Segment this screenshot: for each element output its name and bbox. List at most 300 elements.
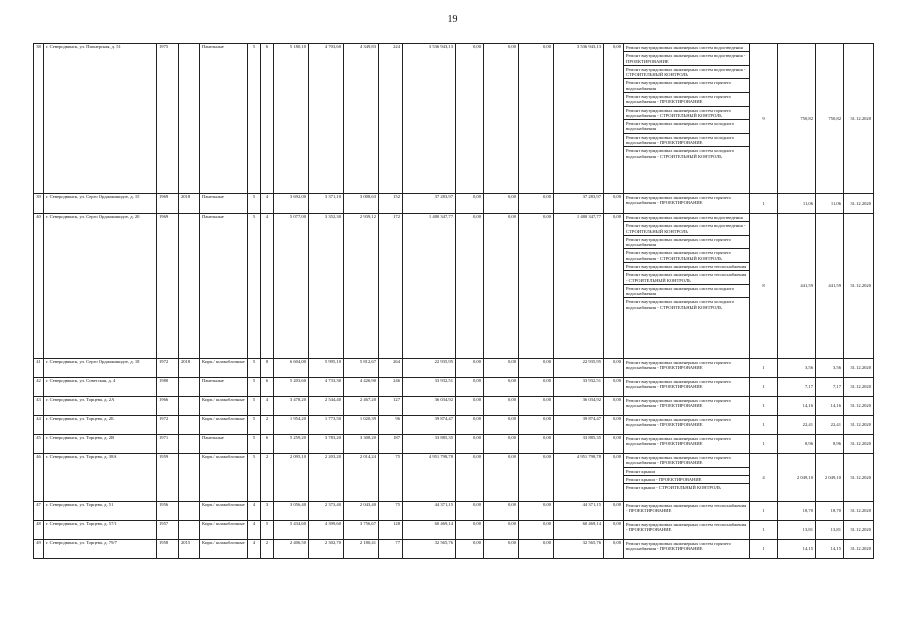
- cell-cnt: 1: [750, 435, 778, 454]
- cell-v1: 11,06: [778, 194, 816, 214]
- cell-area2: 2 302,70: [309, 540, 344, 559]
- work-item: Ремонт внутридомовых инженерных систем холодного водоснабжения - ПРОЕКТИРОВАНИЕ: [624, 134, 749, 148]
- cell-f2: 0,00: [484, 502, 519, 521]
- cell-year: 1980: [157, 378, 179, 397]
- cell-walls: Кирп./ шлакоблочные: [200, 502, 248, 521]
- cell-area2: 2 544,40: [309, 397, 344, 416]
- work-item: Ремонт внутридомовых инженерных систем водоотведения - СТРОИТЕЛЬНЫЙ КОНТРОЛЬ: [624, 222, 749, 236]
- work-item: Ремонт внутридомовых инженерных систем холодного водоснабжения - СТРОИТЕЛЬНЫЙ КОНТРОЛЬ: [626, 299, 735, 310]
- cell-f2: 0,00: [484, 540, 519, 559]
- cell-total: 44 371,15: [403, 502, 456, 521]
- cell-f5: 0,00: [604, 397, 624, 416]
- cell-entr: 8: [261, 359, 274, 378]
- cell-people: 75: [379, 502, 403, 521]
- cell-v2: 22,41: [816, 416, 844, 435]
- work-item: Ремонт внутридомовых инженерных систем горячего водоснабжения: [624, 236, 749, 250]
- cell-f3: 0,00: [519, 397, 554, 416]
- cell-f3: 0,00: [519, 540, 554, 559]
- cell-total: 36 034,92: [403, 397, 456, 416]
- cell-area2: 4 703,60: [309, 44, 344, 194]
- cell-area3: 2 180,41: [344, 540, 379, 559]
- cell-year2: 2018: [179, 359, 200, 378]
- cell-v1: 8,96: [778, 435, 816, 454]
- cell-v2: 14,16: [816, 397, 844, 416]
- cell-entr: 6: [261, 435, 274, 454]
- cell-f2: 0,00: [484, 454, 519, 502]
- cell-area: 5 077,00: [274, 214, 309, 359]
- cell-people: 96: [379, 416, 403, 435]
- cell-date: 31.12.2020: [844, 540, 874, 559]
- cell-addr: г. Северодвинск, ул. Торцева, д. 2В: [44, 435, 157, 454]
- work-item: Ремонт внутридомовых инженерных систем водоотведения - СТРОИТЕЛЬНЫЙ КОНТРОЛЬ: [624, 66, 749, 80]
- cell-date: 31.12.2020: [844, 416, 874, 435]
- cell-f5: 0,00: [604, 44, 624, 194]
- cell-total: 3 536 943,13: [403, 44, 456, 194]
- cell-cnt: 4: [750, 454, 778, 502]
- cell-date: 31.12.2020: [844, 502, 874, 521]
- cell-total: 1 480 347,77: [403, 214, 456, 359]
- cell-v1: 750,82: [778, 44, 816, 194]
- work-item: Ремонт внутридомовых инженерных систем холодного водоснабжения - СТРОИТЕЛЬНЫЙ КОНТРОЛЬ: [626, 148, 735, 159]
- cell-f5: 0,00: [604, 378, 624, 397]
- cell-f4: 36 034,92: [554, 397, 604, 416]
- cell-works: [624, 194, 750, 214]
- work-item: Ремонт внутридомовых инженерных систем горячего водоснабжения - ПРОЕКТИРОВАНИЕ: [626, 379, 731, 390]
- cell-year: 1966: [157, 397, 179, 416]
- work-item: Ремонт внутридомовых инженерных систем холодного водоснабжения: [624, 285, 749, 299]
- cell-area3: 3 308,20: [344, 435, 379, 454]
- cell-f1: 0,00: [456, 359, 484, 378]
- cell-entr: 2: [261, 416, 274, 435]
- cell-cnt: 1: [750, 502, 778, 521]
- cell-f1: 0,00: [456, 194, 484, 214]
- cell-walls: Кирп./ шлакоблочные: [200, 454, 248, 502]
- table-row: [34, 502, 874, 521]
- cell-floors: 5: [248, 44, 261, 194]
- cell-total: 37 283,97: [403, 194, 456, 214]
- work-item: Ремонт внутридомовых инженерных систем горячего водоснабжения - СТРОИТЕЛЬНЫЙ КОНТРОЛЬ: [624, 249, 749, 263]
- cell-f4: 22 935,95: [554, 359, 604, 378]
- cell-v2: 18,70: [816, 502, 844, 521]
- work-item: Ремонт внутридомовых инженерных систем горячего водоснабжения - ПРОЕКТИРОВАНИЕ: [626, 436, 731, 447]
- cell-year2: [179, 378, 200, 397]
- cell-people: 246: [379, 378, 403, 397]
- cell-cnt: 1: [750, 378, 778, 397]
- work-item: Ремонт крыши - СТРОИТЕЛЬНЫЙ КОНТРОЛЬ: [626, 485, 721, 491]
- cell-v2: 2 049,10: [816, 454, 844, 502]
- cell-date: 31.12.2020: [844, 44, 874, 194]
- cell-v1: 441,59: [778, 214, 816, 359]
- cell-cnt: 1: [750, 194, 778, 214]
- cell-total: 22 935,95: [403, 359, 456, 378]
- cell-area2: 3 352,30: [309, 214, 344, 359]
- cell-floors: 5: [248, 214, 261, 359]
- cell-v1: 7,17: [778, 378, 816, 397]
- cell-addr: г. Северодвинск, ул. Советская, д. 4: [44, 378, 157, 397]
- cell-v1: 22,41: [778, 416, 816, 435]
- cell-works: [624, 435, 750, 454]
- cell-date: 31.12.2020: [844, 214, 874, 359]
- cell-area3: 2 467,20: [344, 397, 379, 416]
- cell-floors: 5: [248, 454, 261, 502]
- cell-f5: 0,00: [604, 194, 624, 214]
- cell-area2: 4 733,30: [309, 378, 344, 397]
- cell-n: 42: [34, 378, 44, 397]
- cell-entr: 2: [261, 454, 274, 502]
- cell-area: 1 954,20: [274, 416, 309, 435]
- table-row: [34, 454, 874, 502]
- cell-f3: 0,00: [519, 435, 554, 454]
- cell-people: 77: [379, 540, 403, 559]
- cell-walls: Кирп./ шлакоблочные: [200, 521, 248, 540]
- cell-addr: г. Северодвинск, ул. Серго Орджоникидзе, д. 20: [44, 214, 157, 359]
- work-item: Ремонт внутридомовых инженерных систем водоотведения: [624, 214, 749, 222]
- cell-addr: г. Северодвинск, ул. Торцева, д. 57/1: [44, 521, 157, 540]
- cell-year: 1969: [157, 214, 179, 359]
- table-row: [34, 214, 874, 359]
- cell-floors: 5: [248, 194, 261, 214]
- table-row: [34, 194, 874, 214]
- work-item: Ремонт внутридомовых инженерных систем холодного водоснабжения: [624, 120, 749, 134]
- cell-n: 45: [34, 435, 44, 454]
- cell-works: [624, 454, 750, 502]
- cell-area2: 3 371,10: [309, 194, 344, 214]
- cell-f4: 4 951 798,78: [554, 454, 604, 502]
- cell-year2: [179, 44, 200, 194]
- cell-works: [624, 214, 750, 359]
- cell-year2: 2018: [179, 194, 200, 214]
- cell-cnt: 1: [750, 540, 778, 559]
- cell-f3: 0,00: [519, 454, 554, 502]
- cell-area3: 4 349,83: [344, 44, 379, 194]
- cell-n: 49: [34, 540, 44, 559]
- cell-addr: г. Северодвинск, ул. Серго Орджоникидзе, д. 15: [44, 194, 157, 214]
- cell-entr: 2: [261, 540, 274, 559]
- table-row: [34, 359, 874, 378]
- cell-addr: г. Северодвинск, ул. Торцева, д. 2А: [44, 397, 157, 416]
- cell-area: 5 259,20: [274, 435, 309, 454]
- cell-n: 47: [34, 502, 44, 521]
- cell-v2: 8,96: [816, 435, 844, 454]
- cell-area: 5 203,60: [274, 378, 309, 397]
- cell-f1: 0,00: [456, 397, 484, 416]
- cell-area3: 1 020,39: [344, 416, 379, 435]
- cell-entr: 4: [261, 194, 274, 214]
- cell-entr: 4: [261, 397, 274, 416]
- cell-f4: 3 536 943,13: [554, 44, 604, 194]
- table-row: [34, 521, 874, 540]
- cell-f4: 60 469,14: [554, 521, 604, 540]
- cell-floors: 5: [248, 435, 261, 454]
- cell-area: 3 478,20: [274, 397, 309, 416]
- cell-area: 6 604,00: [274, 359, 309, 378]
- cell-area3: 2 043,40: [344, 502, 379, 521]
- cell-addr: г. Северодвинск, ул. Торцева, д. 38А: [44, 454, 157, 502]
- cell-floors: 5: [248, 416, 261, 435]
- cell-year2: [179, 502, 200, 521]
- cell-v1: 13,81: [778, 521, 816, 540]
- cell-v1: 3,56: [778, 359, 816, 378]
- work-item: Ремонт внутридомовых инженерных систем горячего водоснабжения - ПРОЕКТИРОВАНИЕ: [624, 454, 749, 468]
- cell-year2: [179, 416, 200, 435]
- cell-f5: 0,00: [604, 435, 624, 454]
- cell-date: 31.12.2020: [844, 194, 874, 214]
- cell-v2: 7,17: [816, 378, 844, 397]
- cell-floors: 5: [248, 378, 261, 397]
- cell-works: [624, 502, 750, 521]
- cell-f3: 0,00: [519, 378, 554, 397]
- cell-n: 44: [34, 416, 44, 435]
- work-item: Ремонт внутридомовых инженерных систем теплоснабжения: [624, 263, 749, 271]
- work-item: Ремонт внутридомовых инженерных систем горячего водоснабжения: [624, 79, 749, 93]
- cell-total: 39 874,47: [403, 416, 456, 435]
- work-item: Ремонт крыши: [624, 468, 749, 476]
- cell-people: 187: [379, 435, 403, 454]
- cell-area3: 3 756,67: [344, 521, 379, 540]
- cell-walls: Кирп./ шлакоблочные: [200, 416, 248, 435]
- work-item: Ремонт крыши - ПРОЕКТИРОВАНИЕ: [624, 476, 749, 484]
- cell-floors: 4: [248, 502, 261, 521]
- page-number: 19: [447, 14, 458, 25]
- cell-f4: 33 885,35: [554, 435, 604, 454]
- cell-area3: 5 812,67: [344, 359, 379, 378]
- work-item: Ремонт внутридомовых инженерных систем теплоснабжения - ПРОЕКТИРОВАНИЕ: [626, 503, 747, 514]
- cell-area3: 4 426,90: [344, 378, 379, 397]
- cell-v2: 13,81: [816, 521, 844, 540]
- cell-f1: 0,00: [456, 435, 484, 454]
- cell-v1: 18,70: [778, 502, 816, 521]
- cell-f2: 0,00: [484, 44, 519, 194]
- cell-walls: Панельные: [200, 194, 248, 214]
- cell-area2: 3 783,20: [309, 435, 344, 454]
- cell-area3: 2 939,12: [344, 214, 379, 359]
- cell-area: 3 056,40: [274, 502, 309, 521]
- work-item: Ремонт внутридомовых инженерных систем водоотведения: [624, 44, 749, 52]
- cell-f3: 0,00: [519, 194, 554, 214]
- cell-walls: Кирп./ шлакоблочные: [200, 397, 248, 416]
- cell-entr: 6: [261, 44, 274, 194]
- cell-year2: [179, 435, 200, 454]
- cell-area3: 3 008,63: [344, 194, 379, 214]
- cell-cnt: 1: [750, 521, 778, 540]
- cell-date: 31.12.2020: [844, 378, 874, 397]
- cell-f3: 0,00: [519, 359, 554, 378]
- work-item: Ремонт внутридомовых инженерных систем горячего водоснабжения - ПРОЕКТИРОВАНИЕ: [626, 195, 731, 206]
- cell-area2: 5 995,10: [309, 359, 344, 378]
- cell-n: 48: [34, 521, 44, 540]
- cell-walls: Панельные: [200, 214, 248, 359]
- cell-entr: 3: [261, 502, 274, 521]
- work-item: Ремонт внутридомовых инженерных систем теплоснабжения - ПРОЕКТИРОВАНИЕ: [626, 522, 747, 533]
- cell-f4: 32 565,76: [554, 540, 604, 559]
- cell-people: 128: [379, 521, 403, 540]
- cell-f1: 0,00: [456, 502, 484, 521]
- capital-repair-table: [33, 43, 874, 559]
- cell-area: 2 406,50: [274, 540, 309, 559]
- cell-cnt: 1: [750, 397, 778, 416]
- cell-year2: [179, 214, 200, 359]
- cell-addr: г. Северодвинск, ул. Пионерская, д. 51: [44, 44, 157, 194]
- cell-area2: 4 399,60: [309, 521, 344, 540]
- cell-v1: 14,16: [778, 397, 816, 416]
- cell-works: [624, 416, 750, 435]
- cell-f5: 0,00: [604, 540, 624, 559]
- cell-area: 5 434,60: [274, 521, 309, 540]
- cell-f1: 0,00: [456, 540, 484, 559]
- cell-date: 31.12.2020: [844, 397, 874, 416]
- cell-f4: 39 874,47: [554, 416, 604, 435]
- cell-f2: 0,00: [484, 194, 519, 214]
- cell-v2: 750,82: [816, 44, 844, 194]
- cell-f1: 0,00: [456, 378, 484, 397]
- cell-works: [624, 378, 750, 397]
- cell-v1: 2 049,10: [778, 454, 816, 502]
- cell-area2: 2 373,40: [309, 502, 344, 521]
- cell-addr: г. Северодвинск, ул. Торцева, д. 51: [44, 502, 157, 521]
- table-row: [34, 540, 874, 559]
- work-item: Ремонт внутридомовых инженерных систем горячего водоснабжения - ПРОЕКТИРОВАНИЕ: [624, 93, 749, 107]
- cell-f1: 0,00: [456, 44, 484, 194]
- cell-year: 1956: [157, 502, 179, 521]
- cell-walls: Кирп./ шлакоблочные: [200, 540, 248, 559]
- cell-n: 43: [34, 397, 44, 416]
- cell-f3: 0,00: [519, 502, 554, 521]
- cell-year: 1959: [157, 454, 179, 502]
- cell-works: [624, 540, 750, 559]
- cell-f5: 0,00: [604, 521, 624, 540]
- cell-area3: 2 014,24: [344, 454, 379, 502]
- cell-entr: 6: [261, 378, 274, 397]
- cell-f2: 0,00: [484, 378, 519, 397]
- cell-n: 46: [34, 454, 44, 502]
- work-item: Ремонт внутридомовых инженерных систем теплоснабжения - СТРОИТЕЛЬНЫЙ КОНТРОЛЬ: [624, 271, 749, 285]
- work-item: Ремонт внутридомовых инженерных систем горячего водоснабжения - ПРОЕКТИРОВАНИЕ: [626, 398, 731, 409]
- cell-walls: Кирп./ шлакоблочные: [200, 359, 248, 378]
- cell-f5: 0,00: [604, 359, 624, 378]
- work-item: Ремонт внутридомовых инженерных систем горячего водоснабжения - ПРОЕКТИРОВАНИЕ: [626, 417, 731, 428]
- cell-total: 32 565,76: [403, 540, 456, 559]
- cell-v2: 3,56: [816, 359, 844, 378]
- cell-f2: 0,00: [484, 521, 519, 540]
- cell-year: 1971: [157, 435, 179, 454]
- cell-year2: [179, 521, 200, 540]
- cell-f2: 0,00: [484, 359, 519, 378]
- cell-area: 3 692,00: [274, 194, 309, 214]
- cell-works: [624, 397, 750, 416]
- cell-walls: Панельные: [200, 435, 248, 454]
- cell-f5: 0,00: [604, 214, 624, 359]
- cell-area: 5 180,10: [274, 44, 309, 194]
- work-item: Ремонт внутридомовых инженерных систем горячего водоснабжения - ПРОЕКТИРОВАНИЕ: [626, 360, 731, 371]
- cell-cnt: 1: [750, 416, 778, 435]
- cell-f5: 0,00: [604, 454, 624, 502]
- cell-year2: 2015: [179, 540, 200, 559]
- cell-people: 127: [379, 397, 403, 416]
- cell-year: 1957: [157, 521, 179, 540]
- cell-year: 1958: [157, 540, 179, 559]
- cell-f3: 0,00: [519, 416, 554, 435]
- cell-cnt: 8: [750, 214, 778, 359]
- work-item: Ремонт внутридомовых инженерных систем горячего водоснабжения - ПРОЕКТИРОВАНИЕ: [626, 541, 731, 552]
- cell-f3: 0,00: [519, 44, 554, 194]
- cell-year2: [179, 454, 200, 502]
- cell-f5: 0,00: [604, 502, 624, 521]
- cell-total: 4 951 798,78: [403, 454, 456, 502]
- cell-f2: 0,00: [484, 416, 519, 435]
- cell-cnt: 1: [750, 359, 778, 378]
- table-row: [34, 416, 874, 435]
- cell-date: 31.12.2020: [844, 435, 874, 454]
- cell-floors: 4: [248, 521, 261, 540]
- cell-cnt: 9: [750, 44, 778, 194]
- work-item: Ремонт внутридомовых инженерных систем водоотведения - ПРОЕКТИРОВАНИЕ: [624, 52, 749, 66]
- cell-f5: 0,00: [604, 416, 624, 435]
- cell-v2: 14,15: [816, 540, 844, 559]
- cell-f3: 0,00: [519, 521, 554, 540]
- cell-people: 264: [379, 359, 403, 378]
- cell-f1: 0,00: [456, 416, 484, 435]
- cell-addr: г. Северодвинск, ул. Серго Орджоникидзе, д. 18: [44, 359, 157, 378]
- cell-f2: 0,00: [484, 214, 519, 359]
- cell-f4: 1 480 347,77: [554, 214, 604, 359]
- cell-area: 2 095,10: [274, 454, 309, 502]
- work-item: Ремонт внутридомовых инженерных систем горячего водоснабжения - СТРОИТЕЛЬНЫЙ КОНТРОЛЬ: [624, 107, 749, 121]
- cell-f1: 0,00: [456, 214, 484, 359]
- cell-area2: 1 773,50: [309, 416, 344, 435]
- cell-works: [624, 44, 750, 194]
- cell-people: 172: [379, 214, 403, 359]
- cell-year: 1969: [157, 194, 179, 214]
- cell-entr: 5: [261, 521, 274, 540]
- cell-v2: 11,06: [816, 194, 844, 214]
- cell-n: 41: [34, 359, 44, 378]
- cell-works: [624, 521, 750, 540]
- cell-people: 152: [379, 194, 403, 214]
- cell-walls: Панельные: [200, 44, 248, 194]
- cell-f4: 33 932,51: [554, 378, 604, 397]
- cell-works: [624, 359, 750, 378]
- cell-year: 1972: [157, 359, 179, 378]
- cell-f2: 0,00: [484, 397, 519, 416]
- cell-area2: 2 203,20: [309, 454, 344, 502]
- cell-people: 75: [379, 454, 403, 502]
- table-row: [34, 397, 874, 416]
- cell-walls: Панельные: [200, 378, 248, 397]
- cell-addr: г. Северодвинск, ул. Торцева, д. 79/7: [44, 540, 157, 559]
- cell-n: 39: [34, 194, 44, 214]
- cell-total: 33 885,35: [403, 435, 456, 454]
- cell-n: 38: [34, 44, 44, 194]
- cell-f3: 0,00: [519, 214, 554, 359]
- cell-year2: [179, 397, 200, 416]
- cell-people: 224: [379, 44, 403, 194]
- cell-year: 1972: [157, 416, 179, 435]
- cell-total: 60 469,14: [403, 521, 456, 540]
- cell-f2: 0,00: [484, 435, 519, 454]
- cell-floors: 5: [248, 359, 261, 378]
- cell-date: 31.12.2020: [844, 454, 874, 502]
- cell-v2: 441,59: [816, 214, 844, 359]
- table-row: [34, 435, 874, 454]
- cell-f1: 0,00: [456, 454, 484, 502]
- cell-addr: г. Северодвинск, ул. Торцева, д. 2Б: [44, 416, 157, 435]
- cell-f4: 37 283,97: [554, 194, 604, 214]
- cell-total: 33 932,51: [403, 378, 456, 397]
- cell-entr: 4: [261, 214, 274, 359]
- table-row: [34, 44, 874, 194]
- table-row: [34, 378, 874, 397]
- cell-floors: 5: [248, 397, 261, 416]
